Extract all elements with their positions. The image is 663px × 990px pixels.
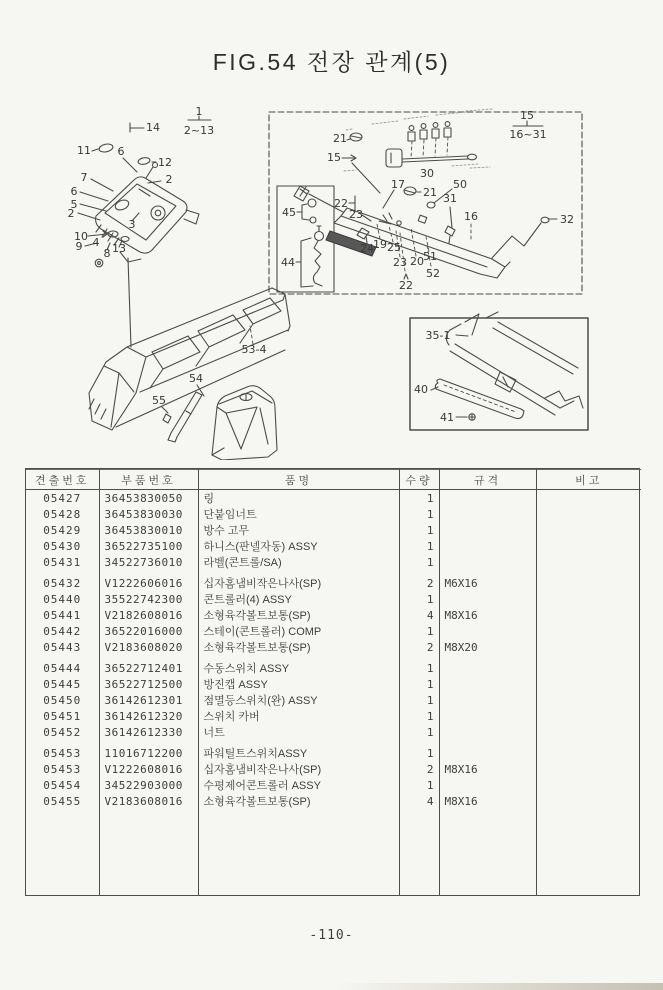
- callout-17: 17: [391, 178, 405, 191]
- cell-spec: M8X20: [439, 639, 536, 655]
- cell-part: 36453830010: [99, 522, 198, 538]
- cell-no: 05453: [26, 745, 99, 761]
- cell-no: 05440: [26, 591, 99, 607]
- cell-qty: 4: [399, 607, 439, 623]
- cell-no: 05452: [26, 724, 99, 740]
- callout-20: 20: [410, 255, 424, 268]
- cell-name: 수평제어콘트롤러 ASSY: [198, 777, 399, 793]
- cell-name: 스테이(콘트롤러) COMP: [198, 623, 399, 639]
- table-row: [26, 777, 641, 793]
- callout-4: 4: [92, 236, 100, 249]
- cell-no: 05430: [26, 538, 99, 554]
- callout-50: 50: [453, 178, 467, 191]
- cell-no: 05427: [26, 490, 99, 507]
- cell-qty: 1: [399, 538, 439, 554]
- cell-no: 05429: [26, 522, 99, 538]
- cell-no: 05455: [26, 793, 99, 809]
- cell-spec: [439, 660, 536, 676]
- frame-drawing: [89, 288, 290, 442]
- col-header-qty: 수량: [399, 470, 439, 490]
- cell-spec: [439, 708, 536, 724]
- cell-part: 36142612301: [99, 692, 198, 708]
- callout-45: 45: [282, 206, 296, 219]
- callout-24: 24: [360, 242, 374, 255]
- cell-name: 소형육각볼트보통(SP): [198, 793, 399, 809]
- cell-name: 스위치 카버: [198, 708, 399, 724]
- callout-15: 15: [327, 151, 341, 164]
- cell-spec: M8X16: [439, 761, 536, 777]
- table-filler-row: [26, 809, 641, 895]
- table-row: [26, 490, 641, 507]
- cell-part: 36142612320: [99, 708, 198, 724]
- callout-2: 2: [165, 173, 173, 186]
- cell-qty: 2: [399, 639, 439, 655]
- cell-no: 05443: [26, 639, 99, 655]
- cell-no: 05453: [26, 761, 99, 777]
- callout-11: 11: [77, 144, 91, 157]
- callout-35-1: 35-1: [425, 329, 451, 342]
- cell-spec: M6X16: [439, 575, 536, 591]
- col-header-index-no: 견출번호: [26, 470, 99, 490]
- callout-6: 6: [70, 185, 78, 198]
- cell-qty: 1: [399, 745, 439, 761]
- cell-spec: M8X16: [439, 793, 536, 809]
- cell-note: [536, 522, 641, 538]
- table-row: [26, 591, 641, 607]
- cell-spec: [439, 554, 536, 570]
- table-row: [26, 639, 641, 655]
- table-row: [26, 724, 641, 740]
- cell-spec: [439, 623, 536, 639]
- cell-no: 05432: [26, 575, 99, 591]
- cell-qty: 1: [399, 506, 439, 522]
- cell-note: [536, 554, 641, 570]
- callout-2: 2: [67, 207, 75, 220]
- col-header-remarks: 비고: [536, 470, 641, 490]
- table-row: [26, 676, 641, 692]
- cell-part: 35522742300: [99, 591, 198, 607]
- callout-7: 7: [80, 171, 88, 184]
- cell-qty: 1: [399, 692, 439, 708]
- cell-note: [536, 623, 641, 639]
- table-row: [26, 623, 641, 639]
- table-row: [26, 692, 641, 708]
- console-exploded-drawing: [75, 116, 211, 347]
- parts-diagram: [0, 0, 663, 460]
- callout-41: 41: [440, 411, 454, 424]
- cell-qty: 1: [399, 490, 439, 507]
- table-row: [26, 793, 641, 809]
- cell-no: 05445: [26, 676, 99, 692]
- cell-qty: 2: [399, 761, 439, 777]
- table-row: [26, 554, 641, 570]
- cell-note: [536, 639, 641, 655]
- cell-note: [536, 575, 641, 591]
- callout-22: 22: [334, 197, 348, 210]
- callout-25: 25: [387, 241, 401, 254]
- cell-part: 34522736010: [99, 554, 198, 570]
- cell-name: 소형육각볼트보통(SP): [198, 639, 399, 655]
- cell-spec: [439, 724, 536, 740]
- callout-23: 23: [349, 208, 363, 221]
- cell-part: V2183608020: [99, 639, 198, 655]
- cell-spec: [439, 676, 536, 692]
- parts-table: [25, 468, 640, 896]
- cell-name: 방진캡 ASSY: [198, 676, 399, 692]
- cell-part: 36453830050: [99, 490, 198, 507]
- table-row: [26, 506, 641, 522]
- table-row: [26, 575, 641, 591]
- col-header-spec: 규격: [439, 470, 536, 490]
- cell-note: [536, 793, 641, 809]
- table-row: [26, 522, 641, 538]
- cell-spec: [439, 692, 536, 708]
- callout-40: 40: [414, 383, 428, 396]
- cell-part: 11016712200: [99, 745, 198, 761]
- cell-qty: 1: [399, 724, 439, 740]
- cell-qty: 1: [399, 676, 439, 692]
- cell-qty: 1: [399, 708, 439, 724]
- callout-21: 21: [333, 132, 347, 145]
- table-header-row: [26, 470, 641, 490]
- callout-8: 8: [103, 247, 111, 260]
- callout-30: 30: [420, 167, 434, 180]
- callout-16: 16: [464, 210, 478, 223]
- callout-13: 13: [112, 242, 126, 255]
- scan-edge-artifact: [333, 983, 663, 990]
- cell-name: 십자홈냄비작은나사(SP): [198, 575, 399, 591]
- group-label-console: 1: [195, 105, 203, 118]
- cell-qty: 2: [399, 575, 439, 591]
- cell-part: 36522712401: [99, 660, 198, 676]
- cell-spec: [439, 490, 536, 507]
- cell-part: V1222606016: [99, 575, 198, 591]
- page-number: -110-: [309, 928, 354, 943]
- cell-note: [536, 591, 641, 607]
- cell-note: [536, 607, 641, 623]
- cover-drawing: [212, 386, 277, 460]
- callout-14: 14: [146, 121, 160, 134]
- cell-name: 파워틸트스위치ASSY: [198, 745, 399, 761]
- cell-note: [536, 777, 641, 793]
- cell-note: [536, 490, 641, 507]
- callout-12: 12: [158, 156, 172, 169]
- cell-part: V1222608016: [99, 761, 198, 777]
- callout-53-4: 53-4: [241, 343, 267, 356]
- cell-name: 콘트롤러(4) ASSY: [198, 591, 399, 607]
- col-header-part-no: 부품번호: [99, 470, 198, 490]
- cell-part: V2183608016: [99, 793, 198, 809]
- cell-name: 십자홈냄비작은나사(SP): [198, 761, 399, 777]
- callout-22: 22: [399, 279, 413, 292]
- cell-note: [536, 745, 641, 761]
- callout-3: 3: [128, 218, 136, 231]
- cell-note: [536, 708, 641, 724]
- cell-part: 36522016000: [99, 623, 198, 639]
- cell-name: 하니스(판넬자동) ASSY: [198, 538, 399, 554]
- callout-5: 5: [70, 198, 78, 211]
- cell-part: 36522712500: [99, 676, 198, 692]
- cell-no: 05441: [26, 607, 99, 623]
- cell-part: 36453830030: [99, 506, 198, 522]
- cell-spec: [439, 777, 536, 793]
- group-label-harness-range: 16~31: [509, 128, 547, 141]
- callout-6: 6: [117, 145, 125, 158]
- callout-31: 31: [443, 192, 457, 205]
- cell-name: 너트: [198, 724, 399, 740]
- cell-qty: 4: [399, 793, 439, 809]
- callout-51: 51: [423, 250, 437, 263]
- cell-no: 05451: [26, 708, 99, 724]
- callout-21: 21: [423, 186, 437, 199]
- group-label-console-range: 2~13: [183, 124, 215, 137]
- cell-spec: M8X16: [439, 607, 536, 623]
- cell-qty: 1: [399, 522, 439, 538]
- cell-qty: 1: [399, 777, 439, 793]
- callout-10: 10: [74, 230, 88, 243]
- cell-note: [536, 506, 641, 522]
- table-row: [26, 607, 641, 623]
- cell-no: 05454: [26, 777, 99, 793]
- cell-spec: [439, 745, 536, 761]
- cell-note: [536, 538, 641, 554]
- cell-qty: 1: [399, 660, 439, 676]
- cell-note: [536, 660, 641, 676]
- table-row: [26, 745, 641, 761]
- cell-no: 05450: [26, 692, 99, 708]
- callout-54: 54: [189, 372, 203, 385]
- cell-note: [536, 676, 641, 692]
- figure-title: FIG.54 전장 관계(5): [212, 49, 451, 75]
- callout-55: 55: [152, 394, 166, 407]
- callout-9: 9: [75, 240, 83, 253]
- cell-no: 05444: [26, 660, 99, 676]
- cell-spec: [439, 522, 536, 538]
- cell-name: 단붙임너트: [198, 506, 399, 522]
- cell-spec: [439, 591, 536, 607]
- table-row: [26, 761, 641, 777]
- callout-44: 44: [281, 256, 295, 269]
- cell-no: 05428: [26, 506, 99, 522]
- cell-name: 소형육각볼트보통(SP): [198, 607, 399, 623]
- cell-name: 라벨(콘트롤/SA): [198, 554, 399, 570]
- cell-name: 점멸등스위치(완) ASSY: [198, 692, 399, 708]
- cell-part: 34522903000: [99, 777, 198, 793]
- cell-spec: [439, 506, 536, 522]
- col-header-part-name: 품명: [198, 470, 399, 490]
- cell-note: [536, 761, 641, 777]
- cell-name: 링: [198, 490, 399, 507]
- table-row: [26, 538, 641, 554]
- cell-note: [536, 724, 641, 740]
- table-row: [26, 660, 641, 676]
- table-row: [26, 708, 641, 724]
- cell-spec: [439, 538, 536, 554]
- cell-part: V2182608016: [99, 607, 198, 623]
- callout-52: 52: [426, 267, 440, 280]
- cell-qty: 1: [399, 554, 439, 570]
- callout-32: 32: [560, 213, 574, 226]
- group-label-harness: 15: [520, 109, 534, 122]
- cell-part: 36522735100: [99, 538, 198, 554]
- cell-qty: 1: [399, 591, 439, 607]
- cell-note: [536, 692, 641, 708]
- cell-name: 방수 고무: [198, 522, 399, 538]
- cell-no: 05442: [26, 623, 99, 639]
- cell-qty: 1: [399, 623, 439, 639]
- callout-19: 19: [373, 238, 387, 251]
- callout-23: 23: [393, 256, 407, 269]
- cell-no: 05431: [26, 554, 99, 570]
- callout-layer: [68, 121, 575, 424]
- cell-name: 수동스위치 ASSY: [198, 660, 399, 676]
- cell-part: 36142612330: [99, 724, 198, 740]
